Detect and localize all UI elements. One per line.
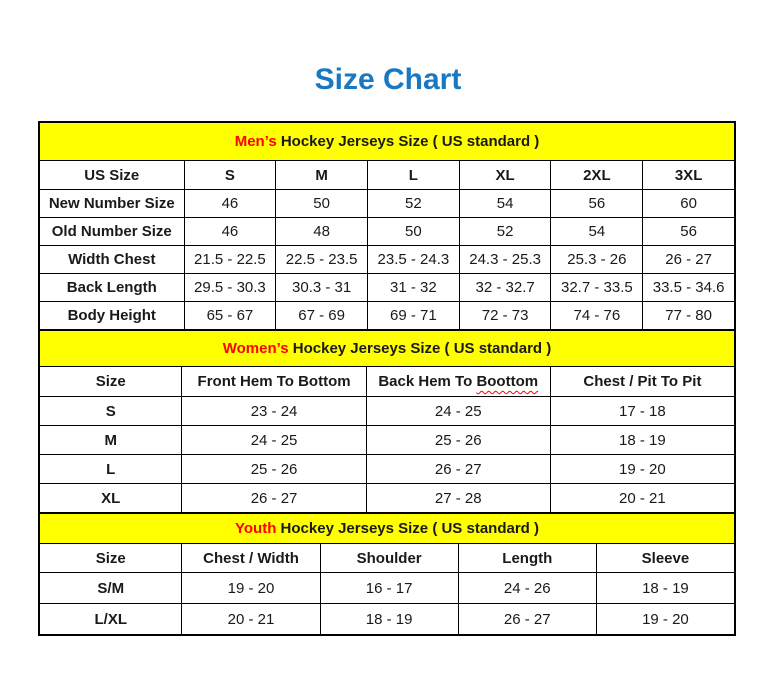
size-value-cell: 19 - 20 — [182, 573, 320, 604]
size-value-cell: 23 - 24 — [182, 397, 366, 426]
column-header: Shoulder — [320, 544, 458, 573]
size-value-cell: 46 — [184, 190, 276, 218]
column-header-row — [40, 544, 735, 573]
row-label: L — [40, 455, 182, 484]
size-value-cell: 26 - 27 — [643, 246, 735, 274]
row-label: L/XL — [40, 604, 182, 635]
size-value-cell: 24 - 25 — [182, 426, 366, 455]
mens-size-table — [39, 122, 735, 330]
column-header: Chest / Pit To Pit — [550, 367, 734, 397]
table-row — [40, 397, 735, 426]
size-value-cell: 65 - 67 — [184, 302, 276, 330]
table-row — [40, 218, 735, 246]
column-header: XL — [459, 161, 551, 190]
size-value-cell: 52 — [368, 190, 460, 218]
size-value-cell: 31 - 32 — [368, 274, 460, 302]
table-row — [40, 426, 735, 455]
size-value-cell: 50 — [368, 218, 460, 246]
size-value-cell: 33.5 - 34.6 — [643, 274, 735, 302]
youth-size-table — [39, 513, 735, 635]
banner-highlight-word: Youth — [235, 520, 277, 537]
row-label: S/M — [40, 573, 182, 604]
size-value-cell: 46 — [184, 218, 276, 246]
column-header: S — [184, 161, 276, 190]
size-value-cell: 32 - 32.7 — [459, 274, 551, 302]
table-row — [40, 484, 735, 513]
size-value-cell: 72 - 73 — [459, 302, 551, 330]
banner-highlight-word: Men’s — [234, 133, 277, 150]
column-header: Length — [458, 544, 596, 573]
table-row — [40, 246, 735, 274]
spellcheck-squiggle-word: Boottom — [476, 373, 539, 390]
size-value-cell: 18 - 19 — [596, 573, 734, 604]
size-value-cell: 54 — [551, 218, 643, 246]
table-row — [40, 274, 735, 302]
column-header: Sleeve — [596, 544, 734, 573]
size-value-cell: 24.3 - 25.3 — [459, 246, 551, 274]
section-banner-row — [40, 123, 735, 161]
column-header: Back Hem To Boottom — [366, 367, 550, 397]
size-value-cell: 22.5 - 23.5 — [276, 246, 368, 274]
size-value-cell: 54 — [459, 190, 551, 218]
size-value-cell: 32.7 - 33.5 — [551, 274, 643, 302]
size-value-cell: 24 - 26 — [458, 573, 596, 604]
size-value-cell: 56 — [551, 190, 643, 218]
row-label: Back Length — [40, 274, 185, 302]
size-value-cell: 16 - 17 — [320, 573, 458, 604]
section-banner-row — [40, 331, 735, 367]
column-header: L — [368, 161, 460, 190]
table-row — [40, 455, 735, 484]
size-value-cell: 26 - 27 — [458, 604, 596, 635]
column-header: Front Hem To Bottom — [182, 367, 366, 397]
size-value-cell: 69 - 71 — [368, 302, 460, 330]
column-header: 2XL — [551, 161, 643, 190]
row-label: Old Number Size — [40, 218, 185, 246]
table-row — [40, 190, 735, 218]
row-label: Body Height — [40, 302, 185, 330]
size-value-cell: 52 — [459, 218, 551, 246]
column-header-row — [40, 367, 735, 397]
size-value-cell: 26 - 27 — [182, 484, 366, 513]
size-value-cell: 26 - 27 — [366, 455, 550, 484]
column-header: Size — [40, 367, 182, 397]
column-header: Chest / Width — [182, 544, 320, 573]
size-value-cell: 60 — [643, 190, 735, 218]
size-value-cell: 50 — [276, 190, 368, 218]
table-row — [40, 302, 735, 330]
section-banner: Men’s Hockey Jerseys Size ( US standard ) — [40, 123, 735, 161]
size-value-cell: 48 — [276, 218, 368, 246]
page-title: Size Chart — [314, 63, 462, 96]
column-header: M — [276, 161, 368, 190]
size-value-cell: 20 - 21 — [182, 604, 320, 635]
row-label: Width Chest — [40, 246, 185, 274]
size-value-cell: 56 — [643, 218, 735, 246]
table-row — [40, 573, 735, 604]
banner-highlight-word: Women’s — [222, 340, 289, 357]
column-header: US Size — [40, 161, 185, 190]
size-value-cell: 67 - 69 — [276, 302, 368, 330]
section-banner: Youth Hockey Jerseys Size ( US standard ) — [40, 514, 735, 544]
size-value-cell: 27 - 28 — [366, 484, 550, 513]
size-value-cell: 17 - 18 — [550, 397, 734, 426]
size-value-cell: 25 - 26 — [366, 426, 550, 455]
column-header-row — [40, 161, 735, 190]
size-value-cell: 18 - 19 — [320, 604, 458, 635]
size-value-cell: 23.5 - 24.3 — [368, 246, 460, 274]
size-value-cell: 24 - 25 — [366, 397, 550, 426]
table-row — [40, 604, 735, 635]
size-value-cell: 30.3 - 31 — [276, 274, 368, 302]
section-banner-row — [40, 514, 735, 544]
size-value-cell: 74 - 76 — [551, 302, 643, 330]
row-label: XL — [40, 484, 182, 513]
section-banner: Women’s Hockey Jerseys Size ( US standard ) — [40, 331, 735, 367]
size-value-cell: 29.5 - 30.3 — [184, 274, 276, 302]
row-label: M — [40, 426, 182, 455]
size-chart-tables — [38, 121, 736, 636]
column-header: 3XL — [643, 161, 735, 190]
size-value-cell: 25.3 - 26 — [551, 246, 643, 274]
size-value-cell: 77 - 80 — [643, 302, 735, 330]
size-value-cell: 19 - 20 — [550, 455, 734, 484]
size-value-cell: 20 - 21 — [550, 484, 734, 513]
size-value-cell: 19 - 20 — [596, 604, 734, 635]
column-header: Size — [40, 544, 182, 573]
size-value-cell: 18 - 19 — [550, 426, 734, 455]
row-label: S — [40, 397, 182, 426]
size-value-cell: 25 - 26 — [182, 455, 366, 484]
womens-size-table — [39, 330, 735, 513]
row-label: New Number Size — [40, 190, 185, 218]
size-value-cell: 21.5 - 22.5 — [184, 246, 276, 274]
